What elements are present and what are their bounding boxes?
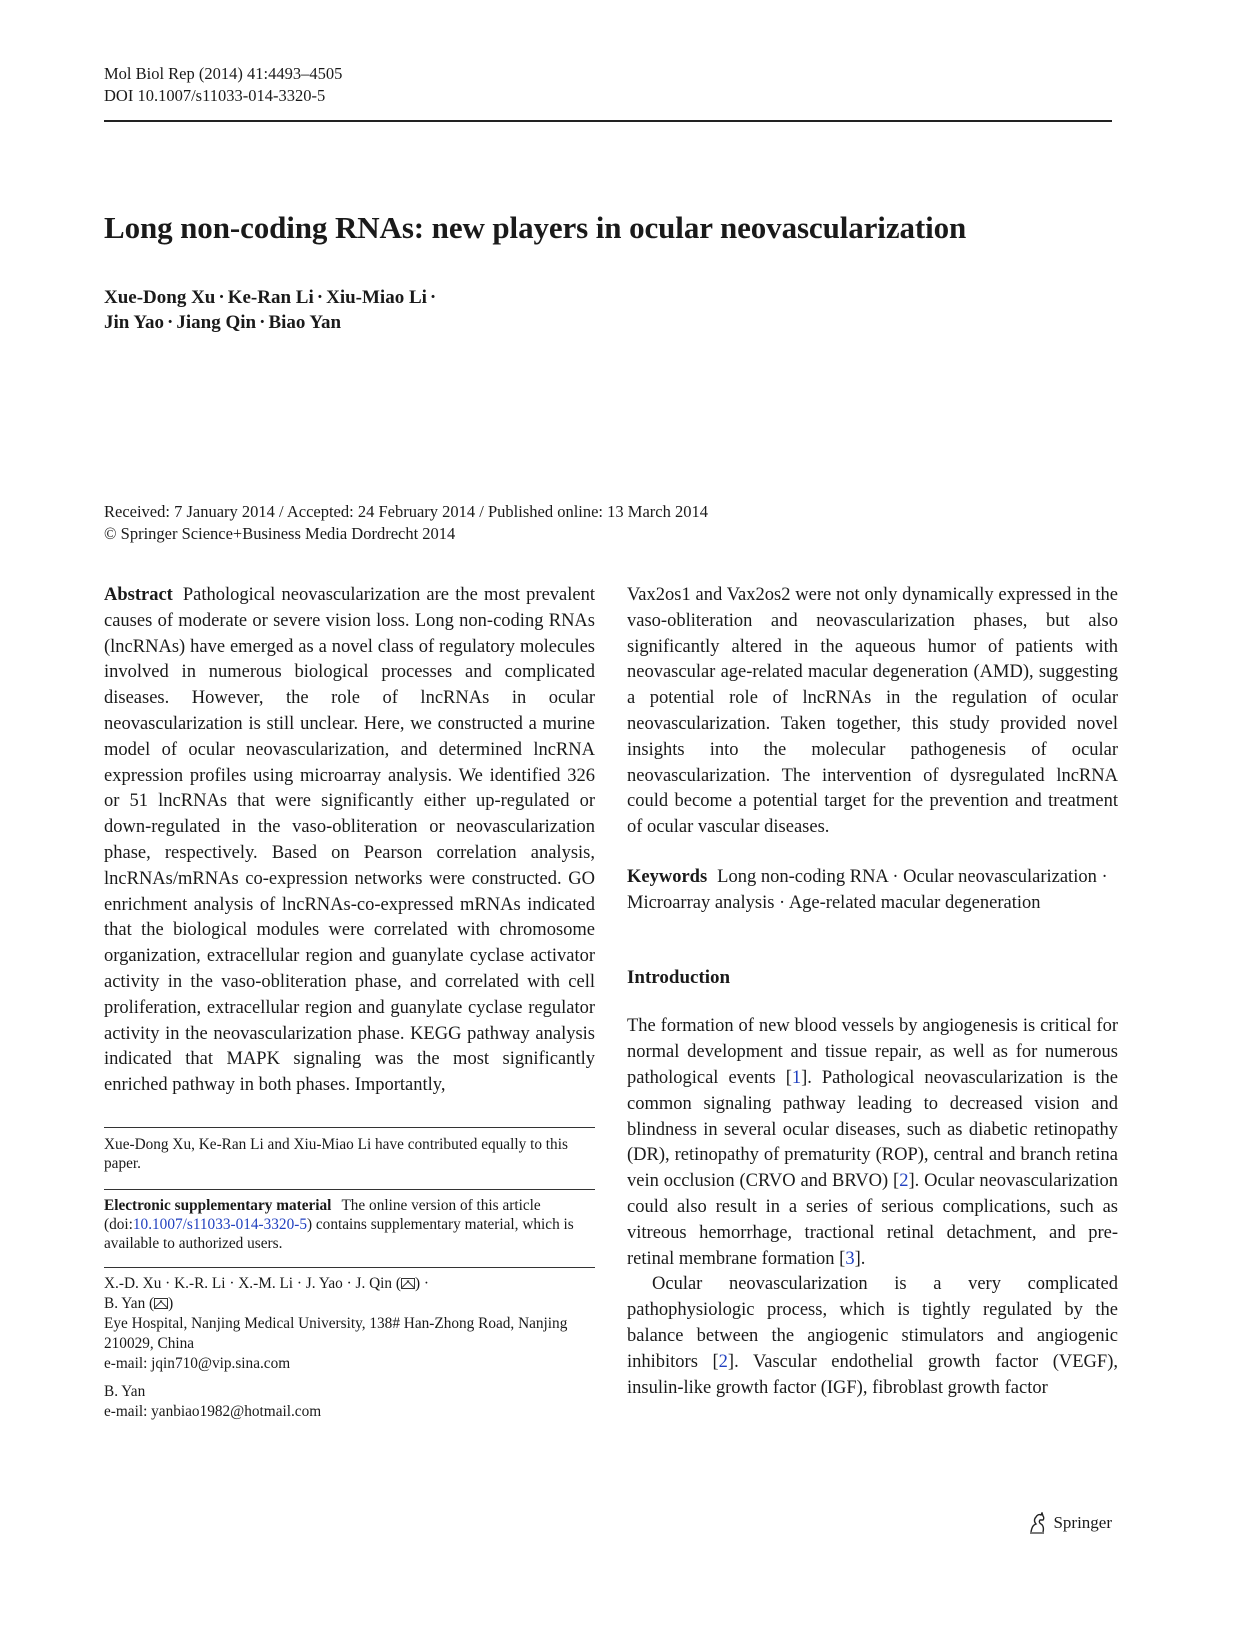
- abstract-paragraph: [104, 583, 595, 1099]
- citation-link[interactable]: 2: [718, 1351, 728, 1372]
- footnote-rule: [104, 1189, 595, 1190]
- journal-citation: Mol Biol Rep (2014) 41:4493–4505: [104, 64, 343, 83]
- footnote-rule: [104, 1127, 595, 1128]
- keywords-label: Keywords: [627, 866, 708, 887]
- author-line-1: [104, 285, 439, 310]
- intro-text: ]. Ocular neovascularization could also result in a series of serious complications, such as vitreous hemorrhage, tractional retinal detachment, and pre-retinal membrane formation [: [627, 1171, 1119, 1269]
- springer-horse-icon: [1027, 1512, 1047, 1534]
- affil-yan-close: ): [168, 1295, 174, 1312]
- right-column: [627, 583, 1118, 1401]
- author-line-2: [104, 310, 439, 335]
- author-separator: ·: [259, 312, 266, 333]
- footnote-rule: [104, 1267, 595, 1268]
- intro-text: Ocular neovascularization is a very complicated pathophysiologic process, which is tightly regulated by the balance between the angiogenic stimulators and angiogenic inhibitors [: [627, 1274, 1118, 1372]
- affiliation-address: Eye Hospital, Nanjing Medical University, 138# Han-Zhong Road, Nanjing 210029, China: [104, 1315, 568, 1352]
- email-link[interactable]: e-mail: jqin710@vip.sina.com: [104, 1355, 291, 1372]
- left-column: [104, 583, 595, 1099]
- envelope-icon: [401, 1278, 415, 1289]
- email-link[interactable]: e-mail: yanbiao1982@hotmail.com: [104, 1403, 322, 1420]
- abstract-text-right: Vax2os1 and Vax2os2 were not only dynamically expressed in the vaso-obliteration and neovascularization phases, but also significantly altered in the aqueous humor of patients with neovascular age-related macular degeneration (AMD), suggesting a potential role of lncRNAs in the regulation of ocular neovascularization. Taken together, this study provided novel insights into the molecular pathogenesis of ocular neovascularization. The intervention of dysregulated lncRNA could become a potential target for the prevention and treatment of ocular vascular diseases.: [627, 585, 1118, 838]
- author-name[interactable]: Jiang Qin: [176, 312, 257, 333]
- springer-logo: [1027, 1512, 1112, 1534]
- esm-label: Electronic supplementary material: [104, 1197, 332, 1214]
- dates-line: Received: 7 January 2014 / Accepted: 24 February 2014 / Published online: 13 March 2014: [104, 502, 708, 521]
- abstract-label: Abstract: [104, 585, 173, 605]
- section-heading-introduction: Introduction: [627, 966, 731, 988]
- second-author-name: B. Yan: [104, 1383, 146, 1400]
- publication-dates: [104, 501, 708, 545]
- corresponding-authors: [104, 1274, 595, 1294]
- article-title: Long non-coding RNAs: new players in ocular neovascularization: [104, 210, 967, 245]
- author-name[interactable]: Jin Yao: [104, 312, 165, 333]
- esm-note: [104, 1196, 595, 1253]
- affil-yan: B. Yan (: [104, 1295, 155, 1312]
- affil-authors-tail: ) ·: [415, 1275, 430, 1292]
- copyright-line: © Springer Science+Business Media Dordrecht 2014: [104, 524, 456, 543]
- author-list: [104, 285, 439, 335]
- author-separator: ·: [316, 287, 324, 308]
- doi-line: DOI 10.1007/s11033-014-3320-5: [104, 86, 326, 105]
- envelope-icon: [154, 1298, 168, 1309]
- citation-link[interactable]: 2: [899, 1171, 909, 1192]
- intro-paragraph-2: [627, 1272, 1118, 1401]
- keywords-text: Long non-coding RNA · Ocular neovascularization · Microarray analysis · Age-related macular degeneration: [627, 866, 1108, 913]
- publisher-name: Springer: [1053, 1513, 1112, 1532]
- author-name[interactable]: Xue-Dong Xu: [104, 287, 216, 308]
- esm-doi-link[interactable]: 10.1007/s11033-014-3320-5: [132, 1216, 307, 1233]
- intro-text: ]. Vascular endothelial growth factor (VEGF), insulin-like growth factor (IGF), fibroblast growth factor: [627, 1351, 1118, 1398]
- intro-text: ]. Pathological neovascularization is the common signaling pathway leading to decreased vision and blindness in several ocular diseases, such as diabetic retinopathy (DR), retinopathy of prematurity (ROP), central and branch retina vein occlusion (CRVO and BRVO) [: [627, 1067, 1118, 1192]
- equal-contribution-note: Xue-Dong Xu, Ke-Ran Li and Xiu-Miao Li have contributed equally to this paper.: [104, 1136, 568, 1172]
- author-separator: ·: [429, 287, 437, 308]
- corresponding-yan: [104, 1294, 595, 1314]
- abstract-text-left: Pathological neovascularization are the most prevalent causes of moderate or severe vision loss. Long non-coding RNAs (lncRNAs) have emerged as a novel class of regulatory molecules involved in numerous biological processes and complicated diseases. However, the role of lncRNAs in ocular neovascularization is still unclear. Here, we constructed a murine model of ocular neovascularization, and determined lncRNA expression profiles using microarray analysis. We identified 326 or 51 lncRNAs that were significantly either up-regulated or down-regulated in the vaso-obliteration or neovascularization phase, respectively. Based on Pearson correlation analysis, lncRNAs/mRNAs co-expression networks were constructed. GO enrichment analysis of lncRNAs-co-expressed mRNAs indicated that the biological modules were correlated with chromosome organization, extracellular region and guanylate cyclase activator activity in the vaso-obliteration phase, and correlated with cell proliferation, extracellular region and guanylate cyclase regulator activity in the neovascularization phase. KEGG pathway analysis indicated that MAPK signaling was the most significantly enriched pathway in both phases. Importantly,: [104, 585, 595, 1096]
- author-name[interactable]: Xiu-Miao Li: [326, 287, 427, 308]
- esm-text: The online version of this article (doi:: [104, 1197, 541, 1233]
- author-separator: ·: [167, 312, 174, 333]
- affiliation-note: [104, 1274, 595, 1422]
- author-name[interactable]: Ke-Ran Li: [227, 287, 314, 308]
- citation-link[interactable]: 3: [845, 1248, 855, 1269]
- author-separator: ·: [218, 287, 225, 308]
- header-rule: [104, 120, 1112, 122]
- intro-text: The formation of new blood vessels by angiogenesis is critical for normal development and tissue repair, as well as for numerous pathological events [: [627, 1016, 1118, 1088]
- esm-text: ) contains supplementary material, which is available to authorized users.: [104, 1216, 574, 1252]
- intro-paragraph-1: [627, 1014, 1118, 1272]
- citation-link[interactable]: 1: [791, 1067, 802, 1088]
- keywords-paragraph: [627, 865, 1118, 917]
- affil-authors: X.-D. Xu · K.-R. Li · X.-M. Li · J. Yao · J. Qin (: [104, 1275, 401, 1292]
- intro-text: ].: [854, 1248, 866, 1269]
- author-name[interactable]: Biao Yan: [268, 312, 342, 333]
